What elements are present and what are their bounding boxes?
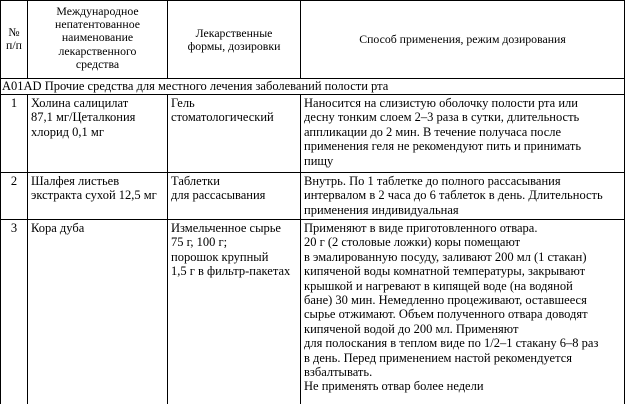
table-border-top bbox=[0, 0, 625, 1]
row-3-method-line: для полоскания в теплом виде по 1/2–1 стакану 6–8 раз bbox=[304, 336, 599, 351]
row-3-method-line: кипяченой водой до 200 мл. Применяют bbox=[304, 321, 519, 336]
row-2-name bbox=[31, 174, 166, 203]
row-3-method-line: взбалтывать. bbox=[304, 365, 373, 380]
row-2-forms-line: для рассасывания bbox=[171, 188, 266, 203]
row-3-forms-line: порошок крупный bbox=[171, 249, 269, 264]
row-3-method-line: Не применять отвар более недели bbox=[304, 379, 484, 394]
col-divider-1-bottom bbox=[27, 94, 28, 404]
header-dosage-forms bbox=[168, 27, 300, 53]
row-3-method-line: Применяют в виде приготовленного отвара. bbox=[304, 221, 538, 235]
row-1-method-line: аппликации до 2 мин. В течение получаса после bbox=[304, 124, 562, 139]
row-2-number: 2 bbox=[10, 174, 18, 188]
header-method-line: Способ применения, режим дозирования bbox=[359, 32, 566, 46]
row-1-method-line: десну тонким слоем 2–3 раза в сутки, длительность bbox=[304, 110, 580, 125]
header-inn-line: лекарственного bbox=[58, 43, 137, 58]
header-number-line: п/п bbox=[6, 38, 22, 53]
row-3-forms bbox=[171, 221, 299, 279]
row-1-method-line: Наносится на слизистую оболочку полости рта или bbox=[304, 96, 578, 110]
row-2-method-line: применения индивидуальная bbox=[304, 202, 459, 217]
row-2-forms bbox=[171, 174, 299, 203]
row-2-name-line: Шалфея листьев bbox=[31, 174, 120, 188]
table-border-left bbox=[0, 0, 1, 404]
header-inn-line: Международное bbox=[56, 4, 139, 18]
col-divider-3-bottom bbox=[300, 94, 301, 404]
row-3-forms-line: Измельченное сырье bbox=[171, 221, 281, 235]
row-2-method bbox=[304, 174, 623, 217]
row-3-method-line: кипяченой воды комнатной температуры, закрывают bbox=[304, 264, 586, 279]
row-1-name-line: 87,1 мг/Цеталкония bbox=[31, 110, 136, 125]
section-atc-row: A01AD Прочие средства для местного лечения заболеваний полости рта bbox=[2, 79, 389, 93]
row-3-number: 3 bbox=[10, 221, 18, 235]
header-inn-line: средства bbox=[75, 56, 120, 71]
header-method bbox=[301, 33, 624, 46]
row-1-name-line: хлорид 0,1 мг bbox=[31, 124, 104, 139]
row-2-method-line: Внутрь. По 1 таблетке до полного рассасывания bbox=[304, 174, 561, 188]
col-divider-2-bottom bbox=[167, 94, 168, 404]
row-1-forms-line: стоматологический bbox=[171, 110, 274, 125]
row-3-name-line: Кора дуба bbox=[31, 221, 85, 235]
row-3-method-line: в эмалированную посуду, заливают 200 мл (1 стакан) bbox=[304, 249, 587, 264]
row-3-method-line: бане) 30 мин. Немедленно процеживают, оставшееся bbox=[304, 293, 587, 308]
row-2-bottom-line bbox=[0, 219, 625, 220]
header-inn-name bbox=[28, 5, 167, 71]
header-forms-line: формы, дозировки bbox=[187, 39, 281, 54]
row-1-name-line: Холина салицилат bbox=[31, 96, 129, 110]
row-3-method bbox=[304, 221, 623, 394]
row-1-number: 1 bbox=[10, 96, 18, 110]
row-3-method-line: 20 г (2 столовые ложки) коры помещают bbox=[304, 235, 521, 250]
row-1-method-line: применения геля не рекомендуют пить и принимать bbox=[304, 139, 582, 154]
header-number-line: № bbox=[8, 25, 20, 39]
row-3-method-line: крышкой и нагревают в кипящей воде (на водяной bbox=[304, 278, 573, 293]
header-inn-line: непатентованное bbox=[55, 17, 140, 32]
header-number bbox=[1, 26, 27, 52]
header-forms-line: Лекарственные bbox=[195, 26, 273, 40]
row-1-bottom-line bbox=[0, 172, 625, 173]
row-3-name bbox=[31, 221, 166, 235]
row-3-method-line: сырье отжимают. Объем полученного отвара доводят bbox=[304, 307, 588, 322]
row-1-method bbox=[304, 96, 623, 168]
section-bottom-line bbox=[0, 94, 625, 95]
header-inn-line: наименование bbox=[61, 30, 134, 45]
row-2-forms-line: Таблетки bbox=[171, 174, 220, 188]
row-1-name bbox=[31, 96, 166, 139]
row-3-forms-line: 75 г, 100 г; bbox=[171, 235, 228, 250]
row-3-method-line: в день. Перед применением настой рекомендуется bbox=[304, 350, 573, 365]
row-3-forms-line: 1,5 г в фильтр-пакетах bbox=[171, 264, 291, 279]
row-1-forms bbox=[171, 96, 299, 125]
row-2-name-line: экстракта сухой 12,5 мг bbox=[31, 188, 157, 203]
row-1-method-line: пищу bbox=[304, 153, 334, 168]
row-2-method-line: интервалом в 2 часа до 6 таблеток в день. Длительность bbox=[304, 188, 603, 203]
row-1-forms-line: Гель bbox=[171, 96, 195, 110]
